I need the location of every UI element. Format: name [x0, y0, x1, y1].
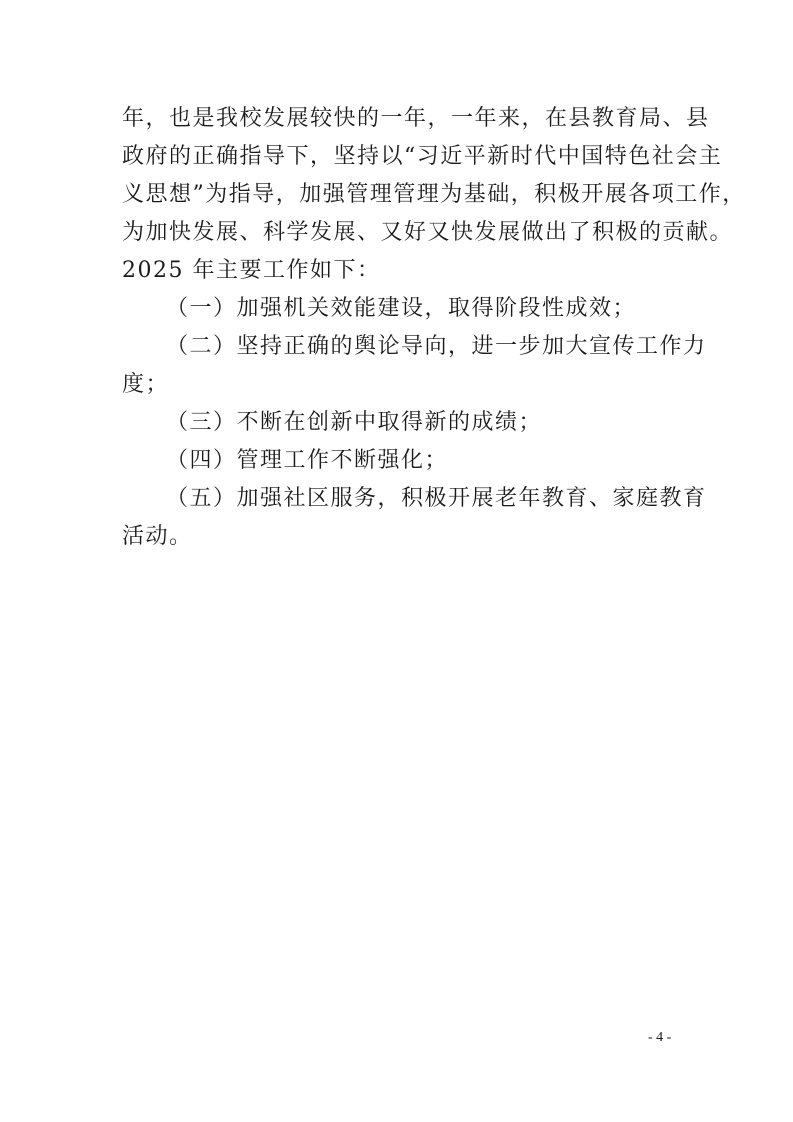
list-item-5: （五）加强社区服务，积极开展老年教育、家庭教育 — [166, 486, 707, 511]
paragraph-line: 年，也是我校发展较快的一年，一年来，在县教育局、县 — [122, 106, 710, 131]
document-body — [122, 100, 746, 556]
list-item-5-continuation: 活动。 — [122, 524, 193, 549]
list-item-3: （三）不断在创新中取得新的成绩； — [166, 410, 543, 435]
paragraph-line: 政府的正确指导下，坚持以“习近平新时代中国特色社会主 — [122, 144, 723, 169]
paragraph-line: 2025 年主要工作如下： — [122, 258, 381, 283]
paragraph-line: 为加快发展、科学发展、又好又快发展做出了积极的贡献。 — [122, 220, 734, 245]
list-item-1: （一）加强机关效能建设，取得阶段性成效； — [166, 296, 637, 321]
list-item-4: （四）管理工作不断强化； — [166, 448, 449, 473]
list-item-2-continuation: 度； — [122, 372, 170, 397]
paragraph-line: 义思想”为指导，加强管理管理为基础，积极开展各项工作， — [122, 182, 746, 207]
list-item-2: （二）坚持正确的舆论导向，进一步加大宣传工作力 — [166, 334, 707, 359]
page-number: - 4 - — [648, 1030, 672, 1045]
